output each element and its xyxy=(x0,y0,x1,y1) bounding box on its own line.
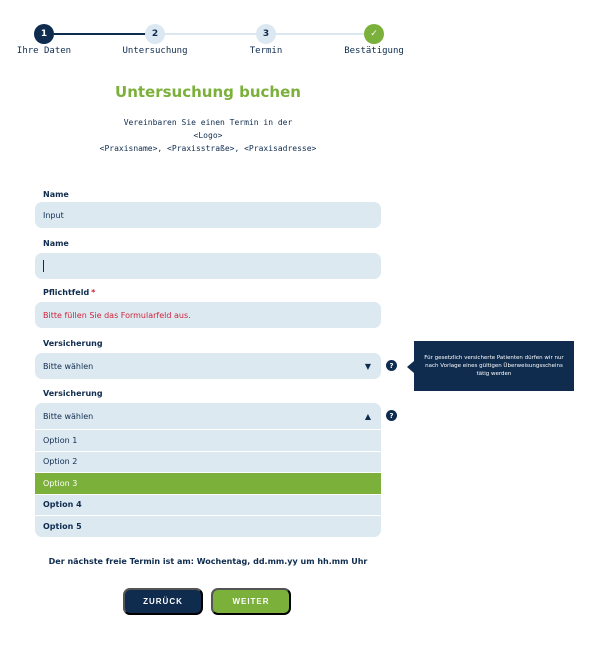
dropdown-option[interactable]: Option 5 xyxy=(35,515,381,537)
checkmark-icon[interactable]: ✓ xyxy=(364,24,384,44)
insurance-label: Versicherung xyxy=(43,339,103,348)
required-field-label xyxy=(43,288,95,297)
insurance-dropdown-open[interactable] xyxy=(35,403,381,537)
dropdown-option[interactable]: Option 4 xyxy=(35,494,381,516)
dropdown-option-selected[interactable]: Option 3 xyxy=(35,472,381,494)
step-1-label: Ihre Daten xyxy=(16,46,72,56)
practice-intro xyxy=(0,116,416,155)
tooltip-text: Für gesetzlich versicherte Patienten dürfen wir nur nach Vorlage eines gültigen Überweisungsscheins tätig werden xyxy=(424,355,564,377)
progress-stepper xyxy=(0,24,600,64)
error-message: Bitte füllen Sie das Formularfeld aus. xyxy=(43,310,191,320)
step-3-label: Termin xyxy=(249,46,283,56)
stepper-line-complete xyxy=(54,33,146,35)
required-marker: * xyxy=(91,288,96,297)
insurance-select[interactable] xyxy=(35,353,381,379)
logo-placeholder: <Logo> xyxy=(193,131,223,140)
required-field-label-text: Pflichtfeld xyxy=(43,288,90,297)
chevron-down-icon: ▼ xyxy=(364,361,371,371)
insurance-dropdown-header[interactable] xyxy=(35,403,381,429)
help-icon-2[interactable]: ? xyxy=(386,410,397,421)
insurance-label-2: Versicherung xyxy=(43,389,103,398)
dropdown-option[interactable]: Option 1 xyxy=(35,429,381,451)
next-appointment-info: Der nächste freie Termin ist am: Wochentag, dd.mm.yy um hh.mm Uhr xyxy=(48,557,368,566)
page-title: Untersuchung buchen xyxy=(115,83,301,101)
step-2-label: Untersuchung xyxy=(122,46,188,56)
name-input-value: Input xyxy=(43,210,64,220)
insurance-tooltip xyxy=(414,341,574,391)
name-input-focused[interactable] xyxy=(35,253,381,279)
step-2-indicator[interactable]: 2 xyxy=(145,24,165,44)
back-button[interactable]: ZURÜCK xyxy=(123,588,203,615)
stepper-line-pending xyxy=(165,33,257,35)
insurance-dropdown-value: Bitte wählen xyxy=(43,411,94,421)
step-4-label: Bestätigung xyxy=(344,46,404,56)
text-cursor xyxy=(43,260,44,272)
dropdown-option[interactable]: Option 2 xyxy=(35,451,381,473)
required-input[interactable] xyxy=(35,302,381,328)
name-label-2: Name xyxy=(43,239,69,248)
insurance-select-value: Bitte wählen xyxy=(43,361,94,371)
chevron-up-icon: ▲ xyxy=(364,411,371,421)
step-1-indicator[interactable]: 1 xyxy=(34,24,54,44)
help-icon[interactable]: ? xyxy=(386,360,397,371)
stepper-line-pending xyxy=(276,33,365,35)
intro-line: Vereinbaren Sie einen Termin in der xyxy=(123,118,293,127)
name-label: Name xyxy=(43,190,69,199)
name-input[interactable] xyxy=(35,202,381,228)
next-button[interactable]: WEITER xyxy=(211,588,291,615)
step-3-indicator[interactable]: 3 xyxy=(256,24,276,44)
practice-address: <Praxisname>, <Praxisstraße>, <Praxisadresse> xyxy=(99,144,317,153)
